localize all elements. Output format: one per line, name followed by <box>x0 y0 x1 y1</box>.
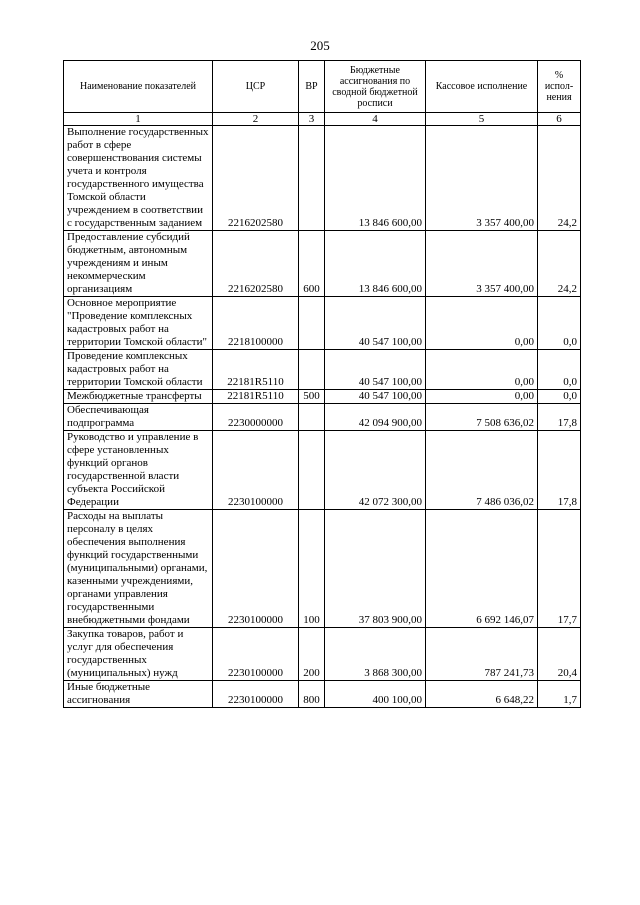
row-percent: 24,2 <box>538 231 581 297</box>
row-allocated: 40 547 100,00 <box>325 297 426 350</box>
header-allocated: Бюджетные ассигнования по сводной бюджетной росписи <box>325 61 426 113</box>
row-percent: 24,2 <box>538 126 581 231</box>
row-vr: 100 <box>299 510 325 628</box>
row-name: Обеспечивающая подпрограмма <box>64 404 213 431</box>
row-executed: 6 648,22 <box>426 681 538 708</box>
table-row <box>64 126 581 231</box>
table-row <box>64 681 581 708</box>
row-csr: 2216202580 <box>213 231 299 297</box>
table-row <box>64 404 581 431</box>
row-vr <box>299 431 325 510</box>
column-number: 6 <box>538 113 581 126</box>
column-number: 5 <box>426 113 538 126</box>
row-name: Расходы на выплаты персоналу в целях обеспечения выполнения функций государственными (муниципальными) органами, казенными учреждениями, органами управления государственными внебюджетными фондами <box>64 510 213 628</box>
row-name: Межбюджетные трансферты <box>64 390 213 404</box>
header-row <box>64 61 581 113</box>
table-row <box>64 390 581 404</box>
row-executed: 6 692 146,07 <box>426 510 538 628</box>
row-csr: 2230100000 <box>213 681 299 708</box>
row-executed: 0,00 <box>426 297 538 350</box>
row-allocated: 13 846 600,00 <box>325 126 426 231</box>
row-allocated: 42 094 900,00 <box>325 404 426 431</box>
row-name: Иные бюджетные ассигнования <box>64 681 213 708</box>
row-vr <box>299 404 325 431</box>
row-name: Основное мероприятие "Проведение комплексных кадастровых работ на территории Томской области" <box>64 297 213 350</box>
row-vr: 600 <box>299 231 325 297</box>
table-row <box>64 231 581 297</box>
row-executed: 787 241,73 <box>426 628 538 681</box>
row-percent: 0,0 <box>538 350 581 390</box>
table-row <box>64 350 581 390</box>
column-number: 2 <box>213 113 299 126</box>
row-vr: 800 <box>299 681 325 708</box>
table-row <box>64 628 581 681</box>
row-vr <box>299 350 325 390</box>
row-allocated: 13 846 600,00 <box>325 231 426 297</box>
row-name: Проведение комплексных кадастровых работ на территории Томской области <box>64 350 213 390</box>
table-row <box>64 297 581 350</box>
row-executed: 3 357 400,00 <box>426 126 538 231</box>
header-name: Наименование показателей <box>64 61 213 113</box>
header-vr: ВР <box>299 61 325 113</box>
row-executed: 0,00 <box>426 390 538 404</box>
row-csr: 2230100000 <box>213 431 299 510</box>
table-row <box>64 431 581 510</box>
row-vr: 500 <box>299 390 325 404</box>
row-percent: 17,8 <box>538 404 581 431</box>
row-csr: 22181R5110 <box>213 390 299 404</box>
header-percent: % испол-нения <box>538 61 581 113</box>
row-executed: 7 486 036,02 <box>426 431 538 510</box>
column-number-row <box>64 113 581 126</box>
row-percent: 1,7 <box>538 681 581 708</box>
row-allocated: 37 803 900,00 <box>325 510 426 628</box>
row-percent: 17,7 <box>538 510 581 628</box>
budget-table <box>63 60 581 708</box>
row-csr: 22181R5110 <box>213 350 299 390</box>
row-percent: 20,4 <box>538 628 581 681</box>
row-executed: 0,00 <box>426 350 538 390</box>
row-allocated: 42 072 300,00 <box>325 431 426 510</box>
row-allocated: 40 547 100,00 <box>325 390 426 404</box>
row-percent: 0,0 <box>538 297 581 350</box>
header-executed: Кассовое исполнение <box>426 61 538 113</box>
column-number: 1 <box>64 113 213 126</box>
column-number: 3 <box>299 113 325 126</box>
row-name: Руководство и управление в сфере установленных функций органов государственной власти субъекта Российской Федерации <box>64 431 213 510</box>
page-number: 205 <box>310 38 330 53</box>
row-vr: 200 <box>299 628 325 681</box>
row-executed: 3 357 400,00 <box>426 231 538 297</box>
row-csr: 2230100000 <box>213 628 299 681</box>
row-csr: 2230100000 <box>213 510 299 628</box>
row-executed: 7 508 636,02 <box>426 404 538 431</box>
row-percent: 17,8 <box>538 431 581 510</box>
table-row <box>64 510 581 628</box>
row-name: Закупка товаров, работ и услуг для обеспечения государственных (муниципальных) нужд <box>64 628 213 681</box>
header-csr: ЦСР <box>213 61 299 113</box>
column-number: 4 <box>325 113 426 126</box>
row-vr <box>299 297 325 350</box>
row-csr: 2216202580 <box>213 126 299 231</box>
row-csr: 2230000000 <box>213 404 299 431</box>
row-allocated: 3 868 300,00 <box>325 628 426 681</box>
row-percent: 0,0 <box>538 390 581 404</box>
row-vr <box>299 126 325 231</box>
row-name: Выполнение государственных работ в сфере совершенствования системы учета и контроля государственного имущества Томской области учреждением в соответствии с государственным заданием <box>64 126 213 231</box>
row-allocated: 400 100,00 <box>325 681 426 708</box>
row-csr: 2218100000 <box>213 297 299 350</box>
row-name: Предоставление субсидий бюджетным, автономным учреждениям и иным некоммерческим организациям <box>64 231 213 297</box>
row-allocated: 40 547 100,00 <box>325 350 426 390</box>
